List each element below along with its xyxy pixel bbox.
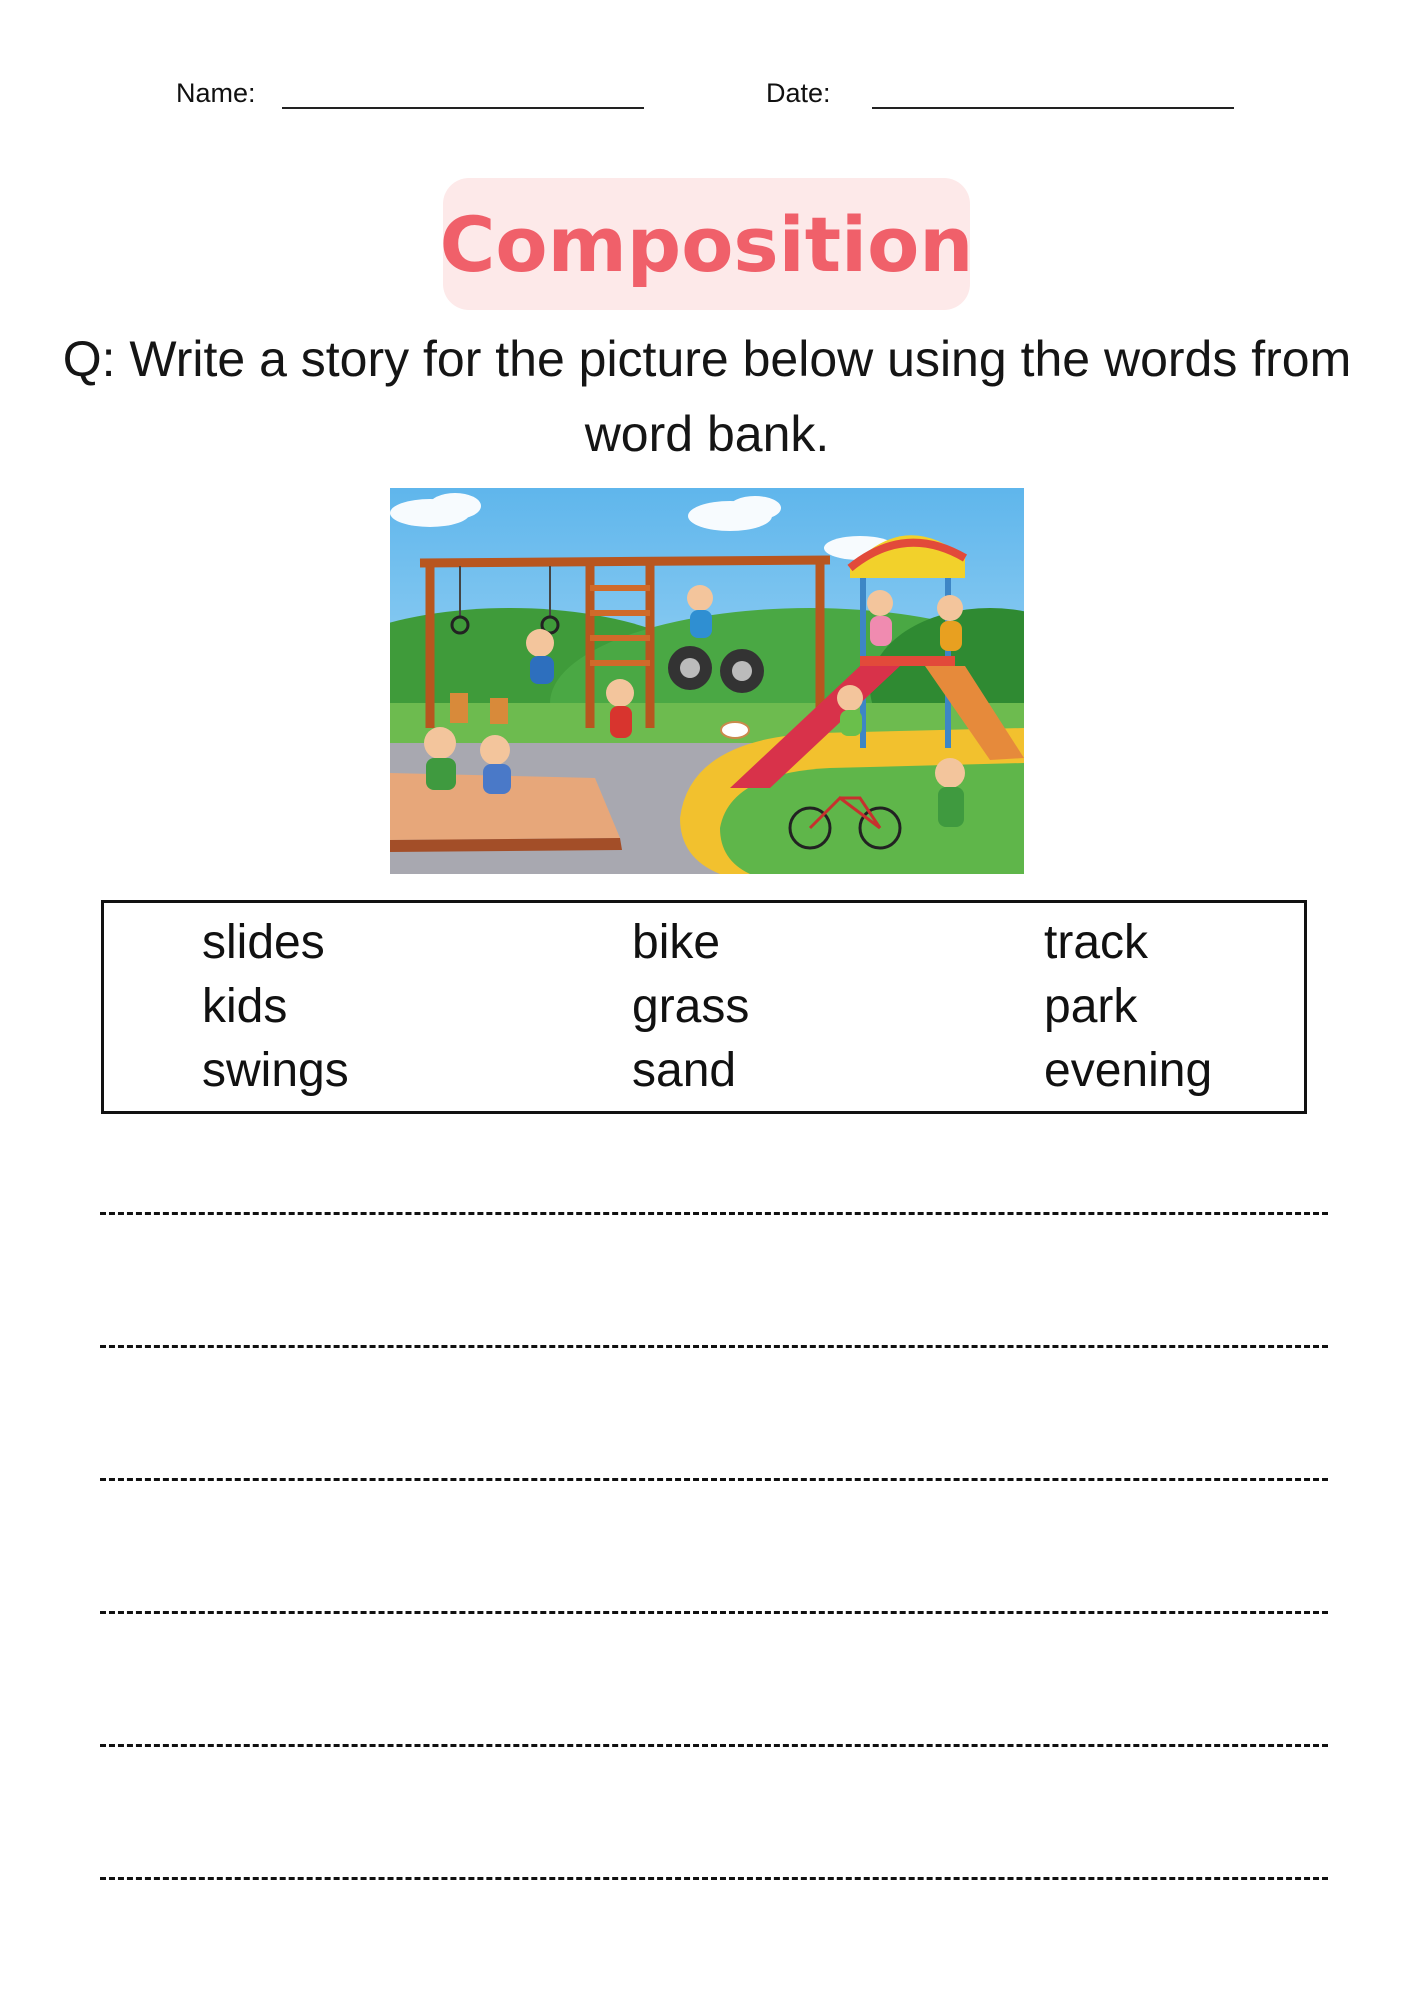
word-bank-word: kids bbox=[202, 980, 288, 1033]
page-title: Composition bbox=[439, 199, 974, 289]
writing-line[interactable] bbox=[100, 1611, 1328, 1614]
name-label: Name: bbox=[176, 78, 256, 108]
writing-line[interactable] bbox=[100, 1478, 1328, 1481]
word-bank-word: bike bbox=[632, 916, 721, 969]
word-bank-word: swings bbox=[202, 1044, 349, 1097]
name-field[interactable] bbox=[282, 107, 644, 109]
writing-line[interactable] bbox=[100, 1345, 1328, 1348]
title-badge bbox=[439, 178, 974, 310]
word-bank-word: park bbox=[1044, 980, 1138, 1033]
playground-illustration bbox=[390, 488, 1024, 874]
word-bank-word: track bbox=[1044, 916, 1149, 969]
question-line-1: Q: Write a story for the picture below using the words from bbox=[62, 331, 1352, 387]
question-prompt bbox=[40, 322, 1374, 472]
word-bank-column-2 bbox=[632, 911, 749, 1103]
date-label: Date: bbox=[766, 78, 831, 108]
word-bank-column-3 bbox=[1044, 911, 1212, 1103]
writing-line[interactable] bbox=[100, 1744, 1328, 1747]
writing-line[interactable] bbox=[100, 1877, 1328, 1880]
word-bank bbox=[101, 900, 1307, 1114]
date-field[interactable] bbox=[872, 107, 1234, 109]
writing-line[interactable] bbox=[100, 1212, 1328, 1215]
word-bank-column-1 bbox=[202, 911, 349, 1103]
word-bank-word: slides bbox=[202, 916, 325, 969]
word-bank-word: grass bbox=[632, 980, 750, 1033]
word-bank-word: evening bbox=[1044, 1044, 1213, 1097]
question-line-2: word bank. bbox=[584, 406, 830, 462]
word-bank-word: sand bbox=[632, 1044, 737, 1097]
